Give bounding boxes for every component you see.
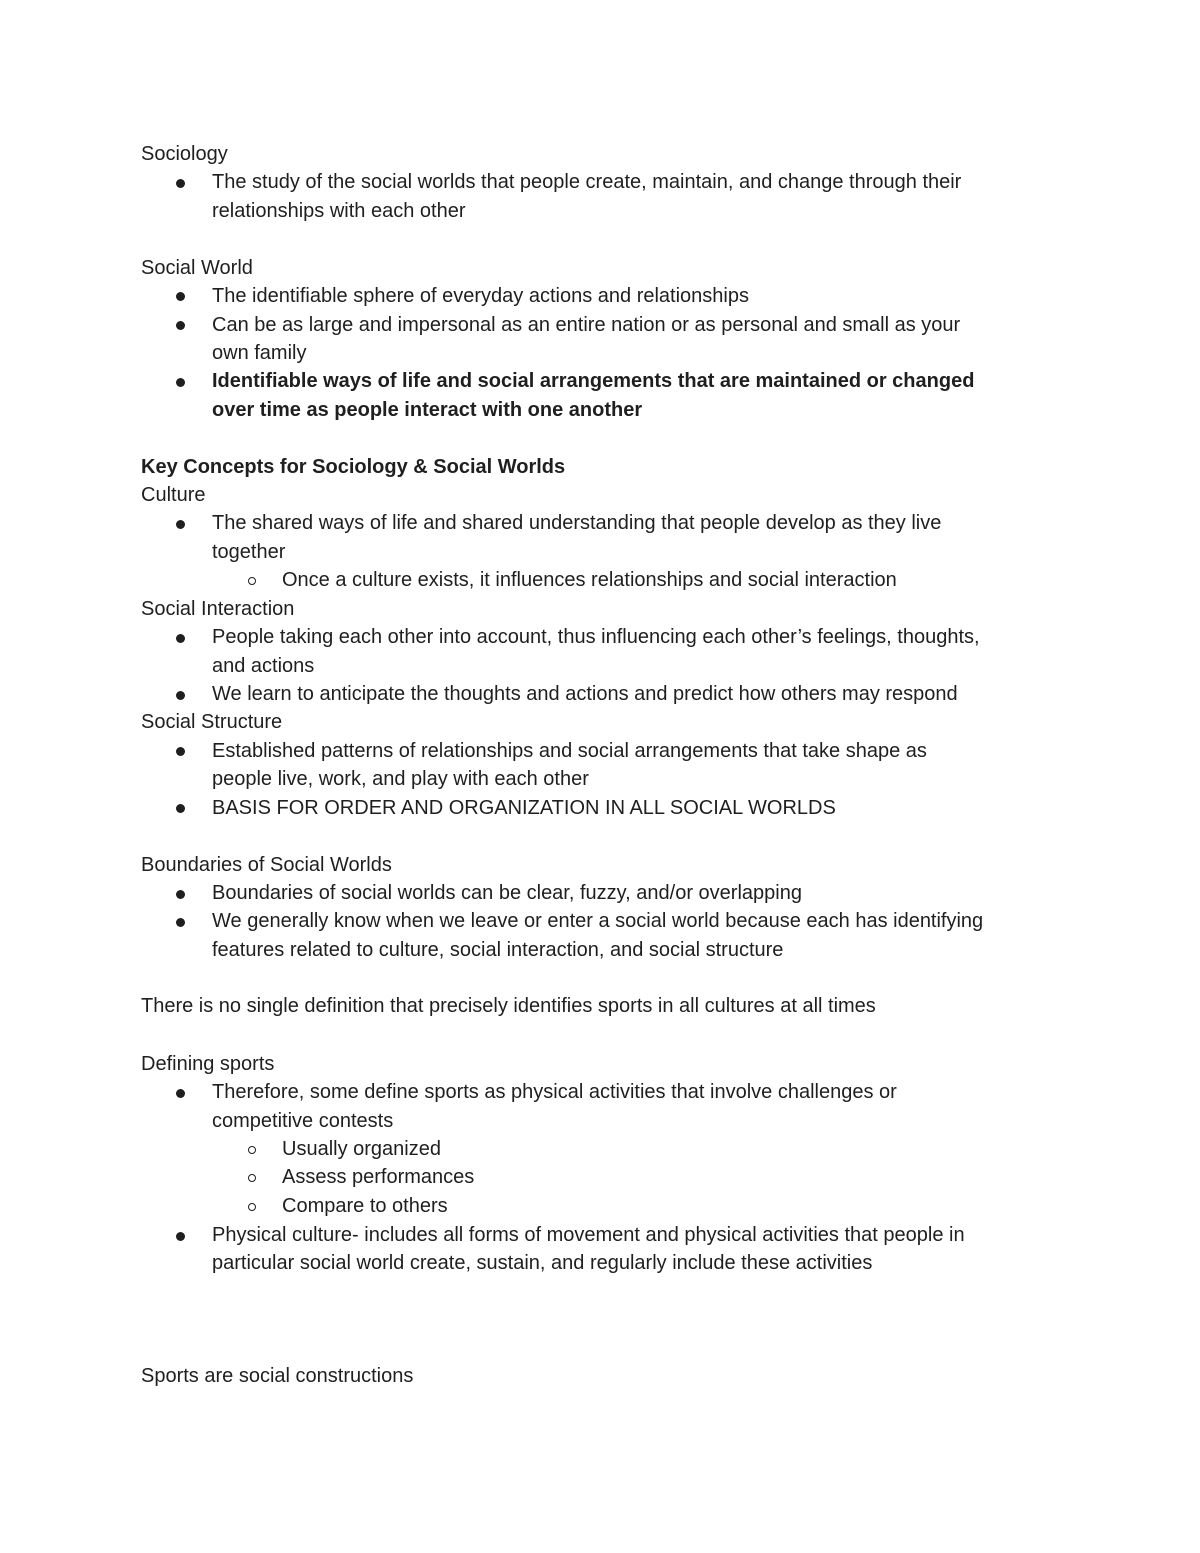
paragraph-no-single-definition: There is no single definition that precisely identifies sports in all cultures at all times	[141, 995, 876, 1017]
bullet-icon	[176, 1089, 185, 1098]
social-world-bullet-1: The identifiable sphere of everyday actions and relationships	[212, 285, 749, 307]
defining-sports-bullet-2-line-2: particular social world create, sustain, and regularly include these activities	[212, 1252, 873, 1274]
social-structure-bullet-2: BASIS FOR ORDER AND ORGANIZATION IN ALL SOCIAL WORLDS	[212, 797, 836, 819]
defining-sports-bullet-2-line-1: Physical culture- includes all forms of movement and physical activities that people in	[212, 1224, 965, 1246]
sub-bullet-icon	[248, 577, 256, 585]
social-world-bullet-3-line-1: Identifiable ways of life and social arrangements that are maintained or changed	[212, 370, 975, 392]
social-world-bullet-2-line-1: Can be as large and impersonal as an entire nation or as personal and small as your	[212, 314, 961, 336]
social-interaction-bullet-1-line-2: and actions	[212, 655, 315, 677]
heading-defining-sports: Defining sports	[141, 1053, 275, 1075]
heading-boundaries: Boundaries of Social Worlds	[141, 854, 392, 876]
culture-bullet-line-2: together	[212, 541, 286, 563]
social-interaction-bullet-1-line-1: People taking each other into account, thus influencing each other’s feelings, thoughts,	[212, 626, 980, 648]
heading-social-structure: Social Structure	[141, 711, 283, 733]
sub-bullet-icon	[248, 1174, 256, 1182]
bullet-icon	[176, 321, 185, 330]
heading-culture: Culture	[141, 484, 206, 506]
boundaries-bullet-2-line-1: We generally know when we leave or enter a social world because each has identifying	[212, 910, 984, 932]
paragraph-sports-social-constructions: Sports are social constructions	[141, 1365, 414, 1387]
defining-sports-sub-bullet-2: Assess performances	[282, 1166, 475, 1188]
bullet-icon	[176, 804, 185, 813]
heading-social-interaction: Social Interaction	[141, 598, 295, 620]
sociology-definition-line-1: The study of the social worlds that people create, maintain, and change through their	[212, 171, 962, 193]
sociology-definition-line-2: relationships with each other	[212, 200, 466, 222]
heading-sociology: Sociology	[141, 143, 228, 165]
bullet-icon	[176, 918, 185, 927]
defining-sports-sub-bullet-3: Compare to others	[282, 1195, 448, 1217]
culture-sub-bullet: Once a culture exists, it influences relationships and social interaction	[282, 569, 897, 591]
boundaries-bullet-2-line-2: features related to culture, social interaction, and social structure	[212, 939, 784, 961]
heading-key-concepts: Key Concepts for Sociology & Social Worlds	[141, 456, 566, 478]
heading-social-world: Social World	[141, 257, 253, 279]
defining-sports-sub-bullet-1: Usually organized	[282, 1138, 441, 1160]
social-world-bullet-3-line-2: over time as people interact with one another	[212, 399, 643, 421]
culture-bullet-line-1: The shared ways of life and shared understanding that people develop as they live	[212, 512, 942, 534]
sub-bullet-icon	[248, 1146, 256, 1154]
bullet-icon	[176, 378, 185, 387]
bullet-icon	[176, 691, 185, 700]
bullet-icon	[176, 1232, 185, 1241]
bullet-icon	[176, 292, 185, 301]
bullet-icon	[176, 634, 185, 643]
social-structure-bullet-1-line-2: people live, work, and play with each other	[212, 768, 589, 790]
bullet-icon	[176, 747, 185, 756]
bullet-icon	[176, 890, 185, 899]
social-structure-bullet-1-line-1: Established patterns of relationships and social arrangements that take shape as	[212, 740, 927, 762]
defining-sports-bullet-1-line-2: competitive contests	[212, 1110, 394, 1132]
bullet-icon	[176, 520, 185, 529]
sub-bullet-icon	[248, 1203, 256, 1211]
bullet-icon	[176, 179, 185, 188]
boundaries-bullet-1: Boundaries of social worlds can be clear, fuzzy, and/or overlapping	[212, 882, 802, 904]
defining-sports-bullet-1-line-1: Therefore, some define sports as physical activities that involve challenges or	[212, 1081, 897, 1103]
social-interaction-bullet-2: We learn to anticipate the thoughts and actions and predict how others may respond	[212, 683, 958, 705]
social-world-bullet-2-line-2: own family	[212, 342, 307, 364]
